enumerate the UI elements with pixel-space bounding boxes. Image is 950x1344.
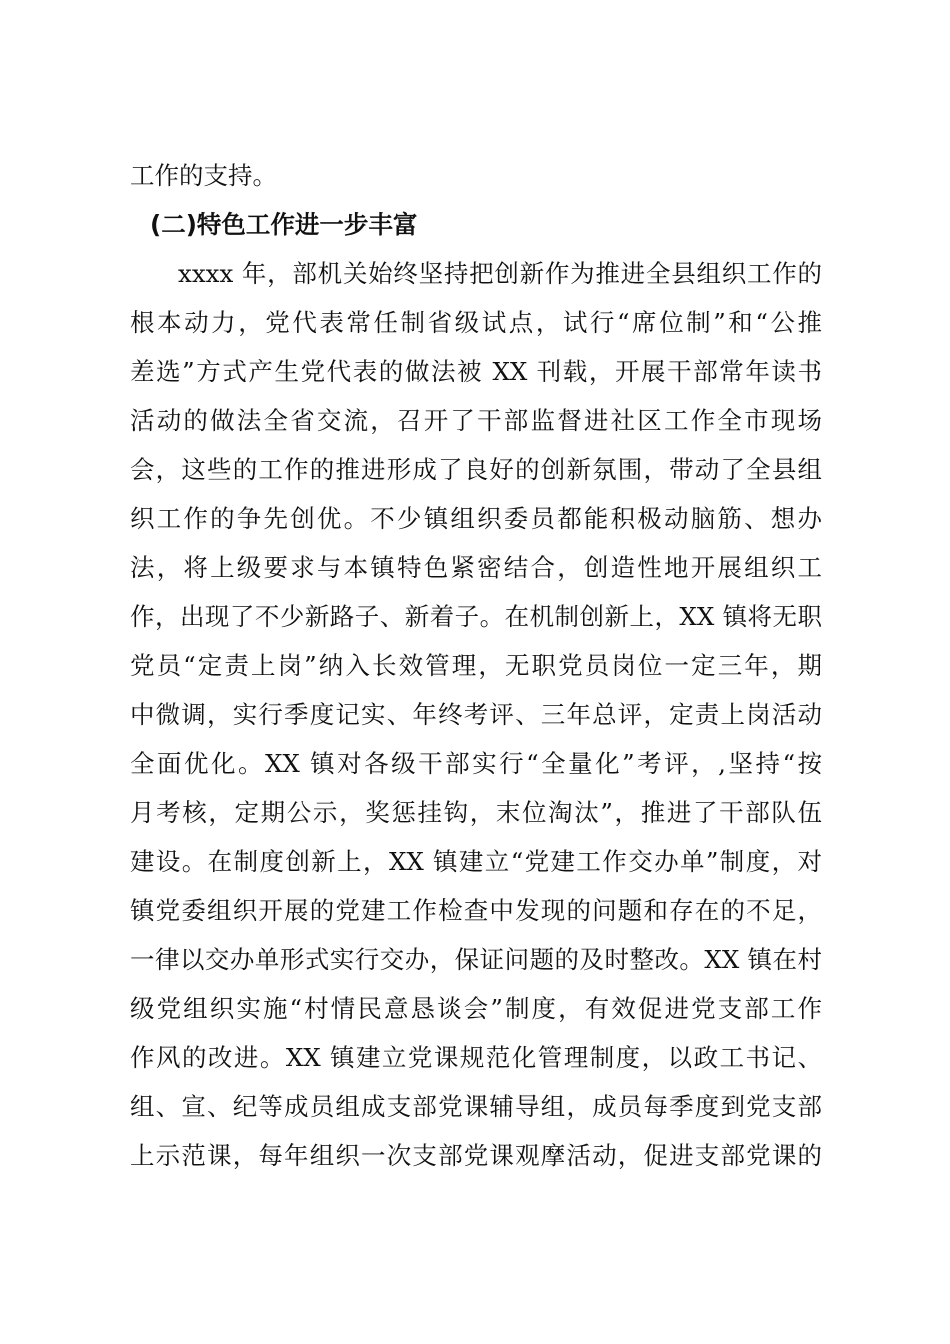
text-line: 一律以交办单形式实行交办，保证问题的及时整改。XX 镇在村 — [130, 945, 822, 974]
text-line: 作风的改进。XX 镇建立党课规范化管理制度，以政工书记、 — [130, 1043, 822, 1072]
text-line: 活动的做法全省交流，召开了干部监督进社区工作全市现场 — [130, 406, 822, 435]
text-line: 织工作的争先创优。不少镇组织委员都能积极动脑筋、想办 — [130, 504, 822, 533]
text-line: 法，将上级要求与本镇特色紧密结合，创造性地开展组织工 — [130, 553, 822, 582]
text-line: 差选”方式产生党代表的做法被 XX 刊载，开展干部常年读书 — [130, 357, 822, 386]
text-line: 组、宣、纪等成员组成支部党课辅导组，成员每季度到党支部 — [130, 1092, 822, 1121]
section-heading: (二)特色工作进一步丰富 — [150, 210, 418, 239]
text-line: 根本动力，党代表常任制省级试点，试行“席位制”和“公推 — [130, 308, 822, 337]
text-line: 级党组织实施“村情民意恳谈会”制度，有效促进党支部工作 — [130, 994, 822, 1023]
text-line: 上示范课，每年组织一次支部党课观摩活动，促进支部党课的 — [130, 1141, 822, 1170]
text-line: 中微调，实行季度记实、年终考评、三年总评，定责上岗活动 — [130, 700, 822, 729]
text-line: 建设。在制度创新上，XX 镇建立“党建工作交办单”制度，对 — [130, 847, 822, 876]
text-line: 作，出现了不少新路子、新着子。在机制创新上，XX 镇将无职 — [130, 602, 822, 631]
text-line: 镇党委组织开展的党建工作检查中发现的问题和存在的不足， — [130, 896, 822, 925]
text-line: 党员“定责上岗”纳入长效管理，无职党员岗位一定三年，期 — [130, 651, 822, 680]
text-line: 工作的支持。 — [130, 161, 277, 190]
text-line: 会，这些的工作的推进形成了良好的创新氛围，带动了全县组 — [130, 455, 822, 484]
text-line: 全面优化。XX 镇对各级干部实行“全量化”考评，,坚持“按 — [130, 749, 822, 778]
text-line: 月考核，定期公示，奖惩挂钩，末位淘汰”，推进了干部队伍 — [130, 798, 822, 827]
text-line: xxxx 年，部机关始终坚持把创新作为推进全县组织工作的 — [178, 259, 822, 288]
